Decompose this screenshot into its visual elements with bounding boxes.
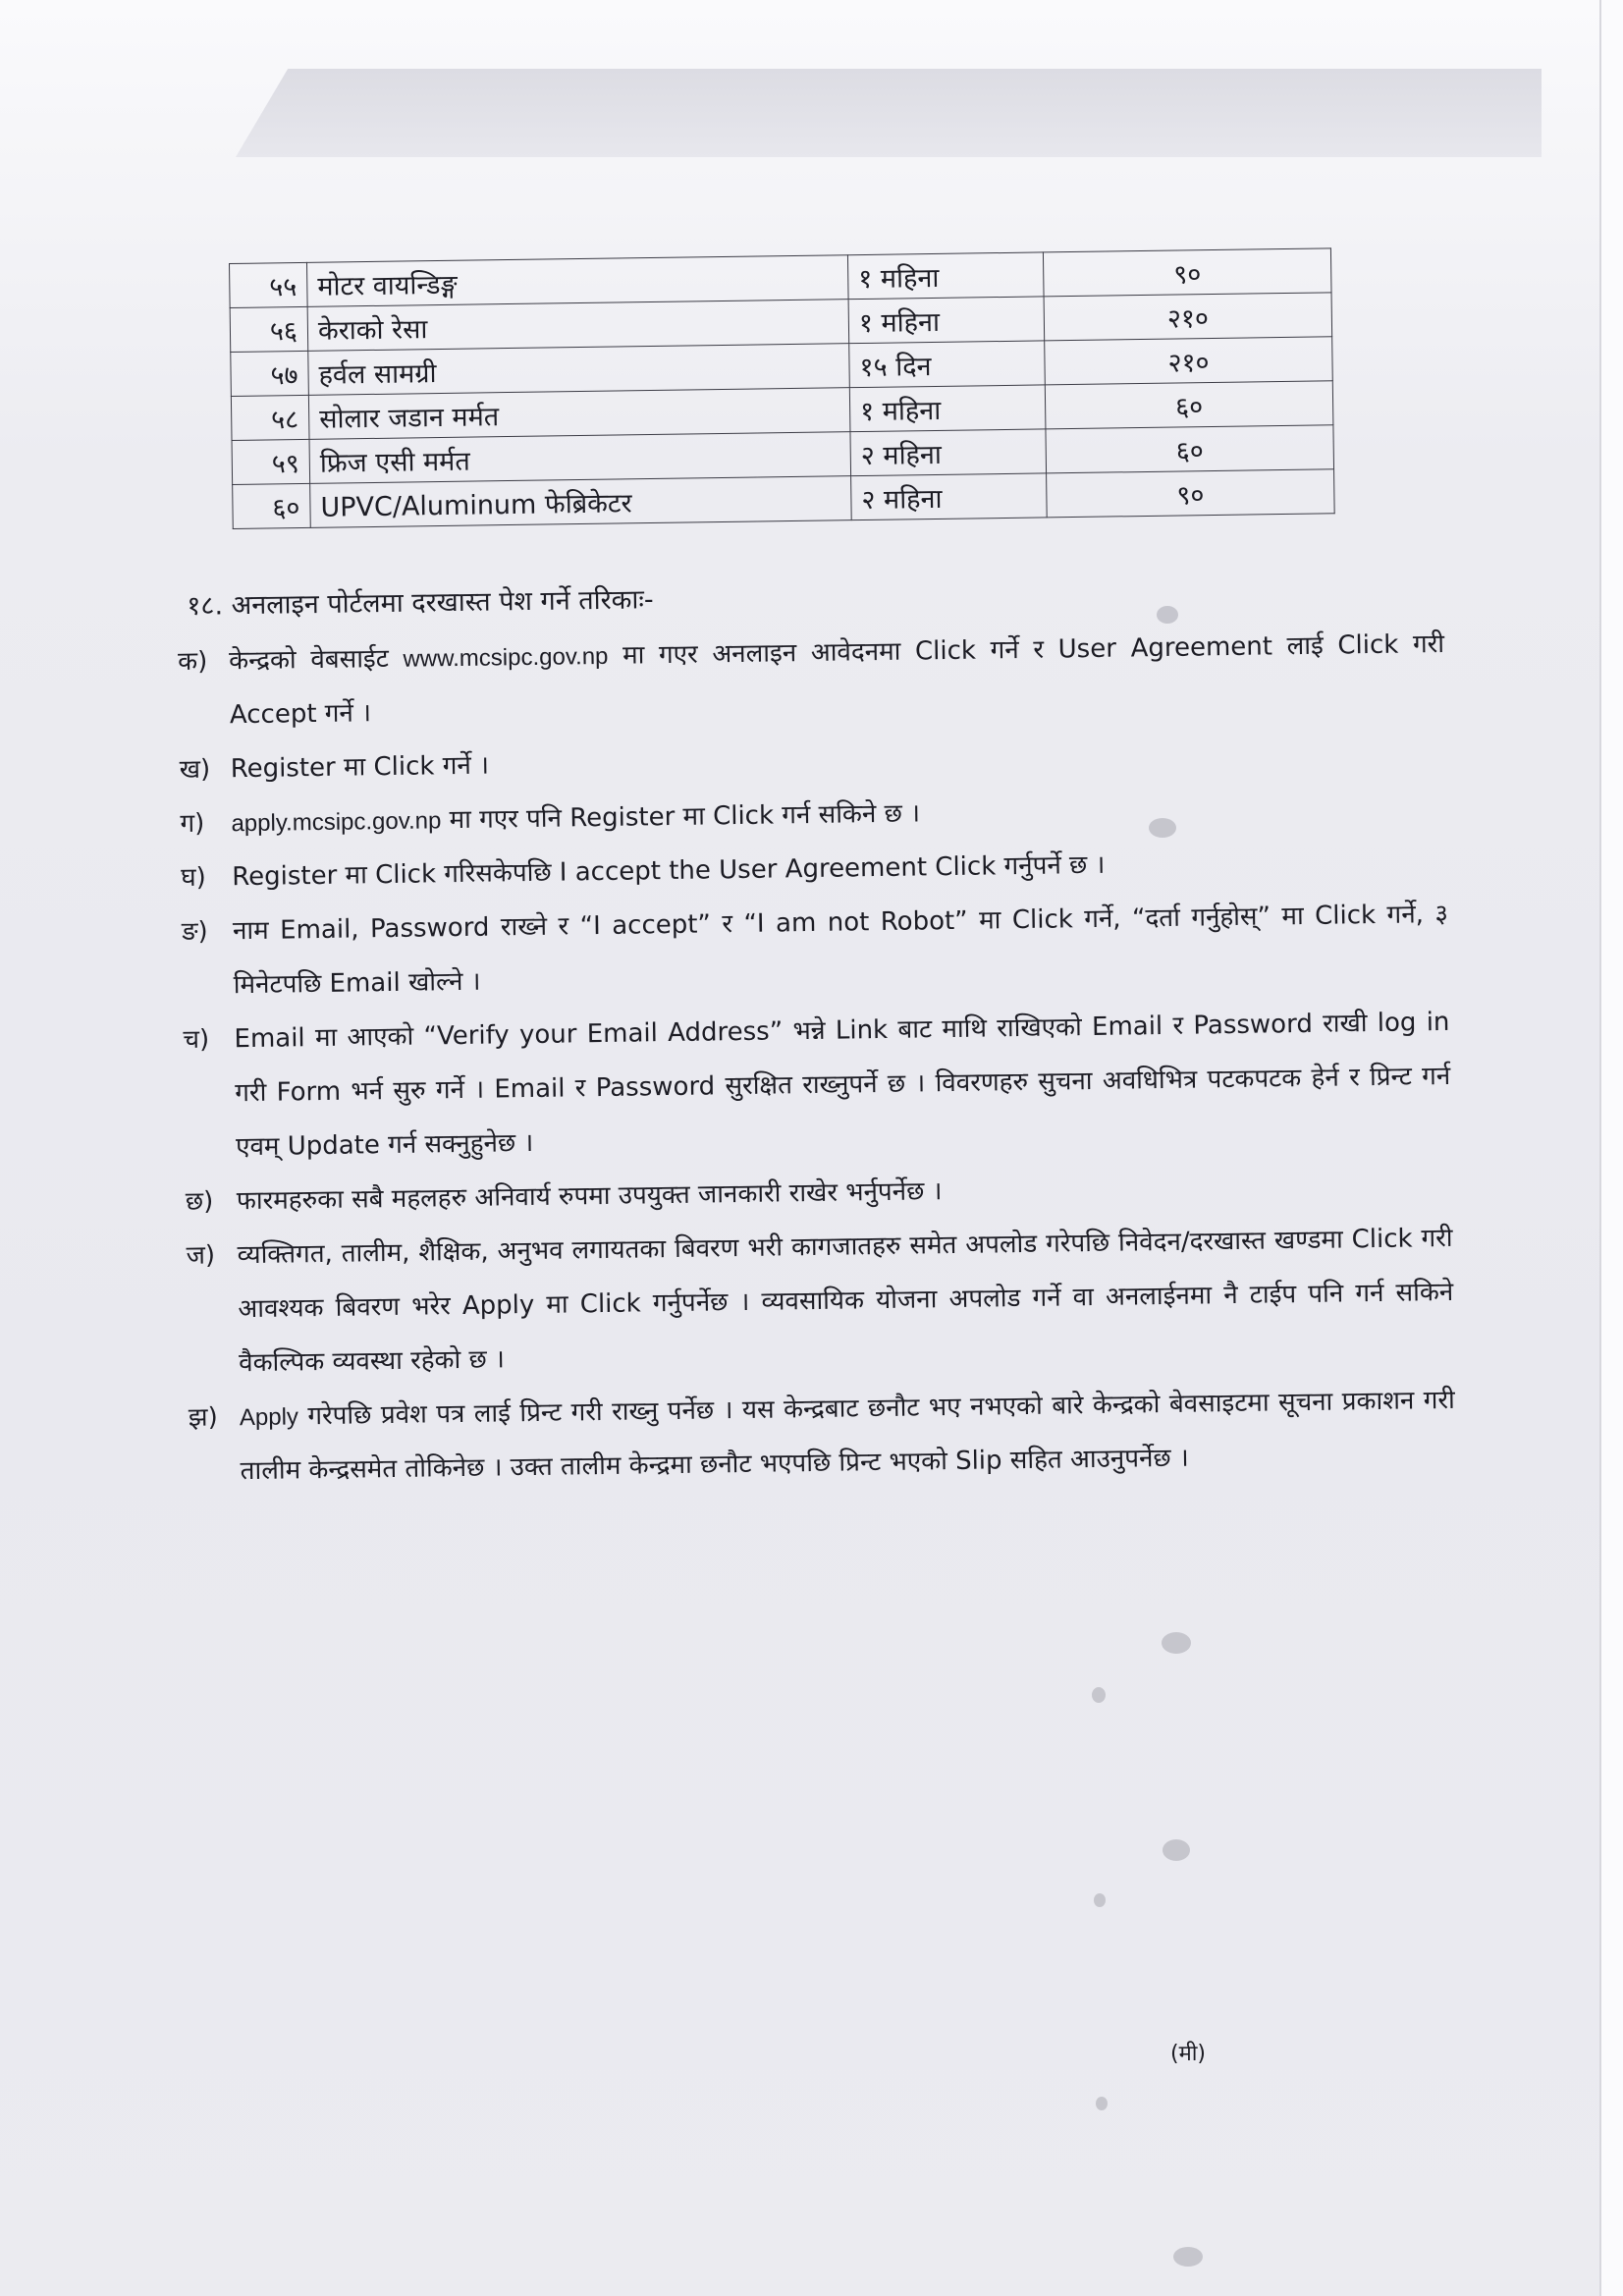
ink-spot bbox=[1162, 1632, 1191, 1654]
step-item bbox=[186, 1212, 1454, 1392]
step-text: Register मा Click गरिसकेपछि I accept the User Agreement Click गर्नुपर्ने छ । bbox=[232, 849, 1106, 893]
duration-cell: १५ दिन bbox=[849, 341, 1046, 388]
ink-spot bbox=[1096, 2097, 1108, 2110]
step-marker: क) bbox=[177, 646, 208, 677]
step-text: Register मा Click गर्ने । bbox=[230, 750, 490, 785]
training-table bbox=[229, 247, 1335, 529]
duration-cell: २ महिना bbox=[850, 429, 1047, 476]
steps-list bbox=[178, 618, 1456, 1500]
step-text: नाम Email, Password राख्ने र “I accept” र “I am not Robot” मा Click गर्ने, “दर्ता गर्नुहोस्” मा Click गर्ने, ३ मिनेटपछि Email खोल्ने । bbox=[232, 899, 1449, 1001]
website-link[interactable]: Apply bbox=[239, 1403, 299, 1432]
step-text: मा गएर पनि Register मा Click गर्न सकिने छ । bbox=[441, 798, 921, 836]
duration-cell: १ महिना bbox=[849, 385, 1046, 432]
row-number: ५६ bbox=[230, 306, 308, 352]
row-number: ५७ bbox=[231, 351, 309, 396]
step-text: फारमहरुका सबै महलहरु अनिवार्य रुपमा उपयुक्त जानकारी राखेर भर्नुपर्नेछ । bbox=[236, 1176, 943, 1217]
trade-name: सोलार जडान मर्मत bbox=[308, 388, 850, 440]
step-text: Email मा आएको “Verify your Email Address” भन्ने Link बाट माथि राखिएको Email र Password राखी log in गरी Form भर्न सुरु गर्ने । Email र Password सुरक्षित राख्नुपर्ने छ । विवरणहरु सुचना अवधिभित्र पटकपटक हेर्न र प्रिन्ट गर्न एवम् Update गर्न सक्नुहुनेछ । bbox=[234, 1007, 1451, 1163]
scan-fold-shadow bbox=[236, 69, 1542, 157]
website-link[interactable]: apply.mcsipc.gov.np bbox=[231, 807, 442, 838]
row-number: ५८ bbox=[231, 395, 309, 440]
page-edge bbox=[1599, 0, 1623, 2296]
ink-spot bbox=[1092, 1687, 1106, 1703]
trade-name: UPVC/Aluminum फेब्रिकेटर bbox=[310, 476, 852, 528]
step-item bbox=[183, 996, 1451, 1175]
ink-spot bbox=[1163, 1839, 1190, 1861]
trade-name: मोटर वायन्डिङ्ग bbox=[306, 255, 848, 307]
step-marker: च) bbox=[183, 1024, 210, 1055]
step-item bbox=[182, 888, 1449, 1013]
step-item bbox=[178, 618, 1445, 743]
trade-name: फ्रिज एसी मर्मत bbox=[309, 432, 851, 484]
step-item bbox=[189, 1374, 1456, 1500]
ink-spot bbox=[1173, 2247, 1203, 2267]
row-number: ५९ bbox=[232, 439, 310, 484]
duration-cell: १ महिना bbox=[847, 252, 1044, 300]
step-text: व्यक्तिगत, तालीम, शैक्षिक, अनुभव लगायतका बिवरण भरी कागजातहरु समेत अपलोड गरेपछि निवेदन/दरखास्त खण्डमा Click गरी आवश्यक बिवरण भरेर Apply मा Click गर्नुपर्नेछ । व्यवसायिक योजना अपलोड गर्ने वा अनलाईनमा नै टाईप पनि गर्न सकिने वैकल्पिक व्यवस्था रहेको छ । bbox=[237, 1223, 1454, 1379]
application-instructions bbox=[177, 562, 1456, 1500]
website-link[interactable]: www.mcsipc.gov.np bbox=[403, 642, 609, 673]
ink-spot bbox=[1094, 1893, 1106, 1907]
page-mark: (मी) bbox=[1170, 2042, 1207, 2066]
step-marker: छ) bbox=[185, 1186, 214, 1217]
amount-cell: ६० bbox=[1045, 381, 1333, 429]
row-number: ६० bbox=[233, 483, 311, 528]
step-marker: घ) bbox=[181, 862, 206, 893]
step-text: गरेपछि प्रवेश पत्र लाई प्रिन्ट गरी राख्नु पर्नेछ । यस केन्द्रबाट छनौट भए नभएको बारे केन्द्रको बेवसाइटमा सूचना प्रकाशन गरी तालीम केन्द्रसमेत तोकिनेछ । उक्त तालीम केन्द्रमा छनौट भएपछि प्रिन्ट भएको Slip सहित आउनुपर्नेछ । bbox=[240, 1385, 1456, 1487]
trade-name: हर्वल सामग्री bbox=[308, 344, 850, 396]
amount-cell: २१० bbox=[1045, 337, 1333, 385]
amount-cell: ९० bbox=[1043, 248, 1331, 297]
amount-cell: ६० bbox=[1046, 425, 1334, 473]
duration-cell: २ महिना bbox=[851, 473, 1048, 520]
row-number: ५५ bbox=[230, 262, 308, 307]
step-marker: ङ) bbox=[181, 916, 208, 947]
step-text: मा गएर अनलाइन आवेदनमा Click गर्ने र User Agreement लाई Click गरी Accept गर्ने । bbox=[229, 629, 1445, 731]
amount-cell: २१० bbox=[1044, 293, 1332, 341]
duration-cell: १ महिना bbox=[848, 297, 1045, 344]
amount-cell: ९० bbox=[1047, 469, 1335, 518]
step-marker: ख) bbox=[179, 754, 211, 785]
step-text: केन्द्रको वेबसाईट bbox=[228, 643, 404, 677]
step-marker: ज) bbox=[186, 1240, 216, 1271]
step-marker: झ) bbox=[188, 1402, 218, 1433]
trade-name: केराको रेसा bbox=[307, 300, 849, 352]
section-heading: १८. अनलाइन पोर्टलमा दरखास्त पेश गर्ने तरिकाः- bbox=[187, 584, 654, 622]
step-marker: ग) bbox=[180, 808, 205, 839]
